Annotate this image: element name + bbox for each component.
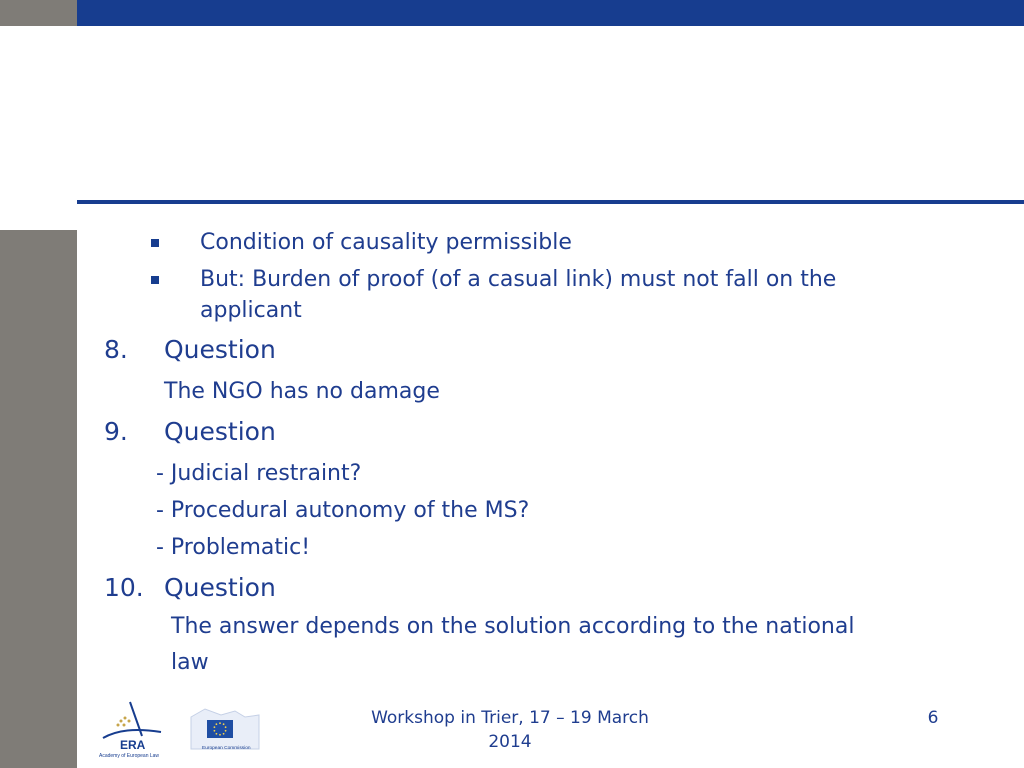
- question-8-number: 8.: [104, 335, 128, 364]
- european-commission-icon: [187, 705, 262, 757]
- question-9-number: 9.: [104, 417, 128, 446]
- footer-event-line-1: Workshop in Trier, 17 – 19 March: [371, 708, 649, 728]
- question-9-sub-item-3: - Problematic!: [156, 535, 311, 560]
- question-10-heading: Question: [164, 573, 276, 602]
- european-commission-logo: [187, 705, 262, 757]
- question-8-heading: Question: [164, 335, 276, 364]
- question-10-body-line-1: The answer depends on the solution according to the national: [171, 614, 855, 639]
- page-number: 6: [927, 708, 939, 728]
- footer-event-text: [360, 706, 660, 754]
- bullet-icon: [150, 238, 160, 248]
- question-9-heading: Question: [164, 417, 276, 446]
- era-logo-text: ERA: [120, 738, 146, 752]
- question-9-sub-item-2: - Procedural autonomy of the MS?: [156, 498, 530, 523]
- footer-event-line-2: 2014: [488, 732, 532, 752]
- european-commission-logo-text: European Commission: [202, 746, 251, 751]
- era-logo-icon: [95, 696, 170, 758]
- era-logo-subtext: Academy of European Law: [99, 753, 160, 758]
- era-logo: [95, 696, 170, 758]
- question-8-body: The NGO has no damage: [164, 379, 440, 404]
- bullet-2-line-1: But: Burden of proof (of a casual link) must not fall on the: [200, 267, 837, 292]
- question-10-body-line-2: law: [171, 650, 209, 675]
- bullet-icon: [150, 275, 160, 285]
- bullet-2-line-2: applicant: [200, 298, 302, 323]
- bullet-1-text: Condition of causality permissible: [200, 230, 572, 255]
- question-9-sub-item-1: - Judicial restraint?: [156, 461, 362, 486]
- question-10-number: 10.: [104, 573, 144, 602]
